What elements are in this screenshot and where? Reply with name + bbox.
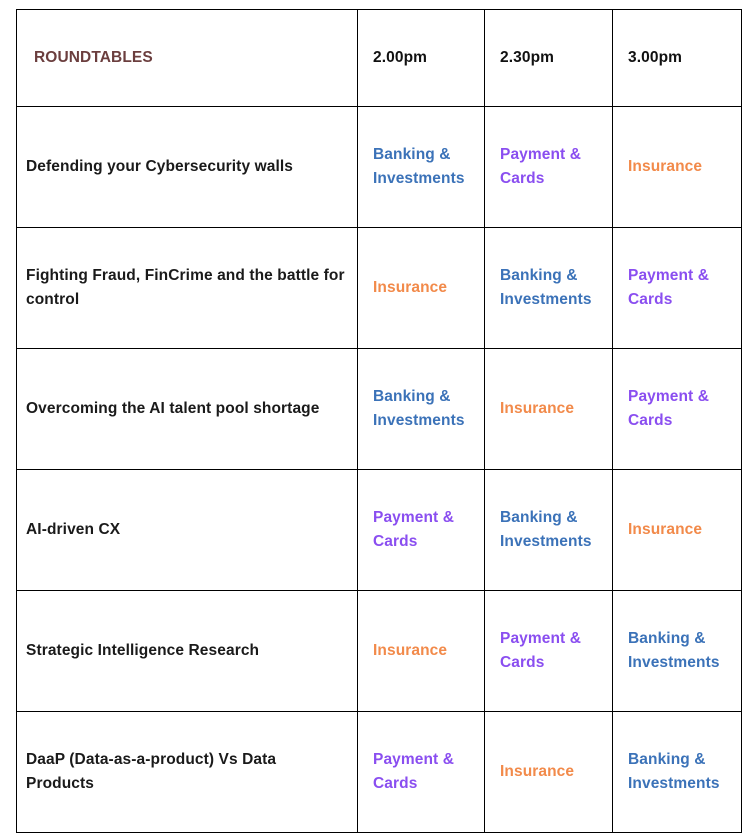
table-row (17, 591, 742, 712)
slot-cell (485, 712, 613, 833)
topic-cell: Overcoming the AI talent pool shortage (17, 349, 358, 470)
topic-cell: DaaP (Data-as-a-product) Vs Data Products (17, 712, 358, 833)
category-label: Banking & Investments (500, 267, 592, 308)
topic-cell: Strategic Intelligence Research (17, 591, 358, 712)
category-label: Banking & Investments (628, 630, 720, 671)
slot-cell (485, 228, 613, 349)
category-label: Payment & Cards (628, 267, 710, 308)
slot-cell (613, 712, 742, 833)
category-label: Payment & Cards (500, 630, 582, 671)
header-row (17, 10, 742, 107)
slot-cell (613, 228, 742, 349)
category-label: Insurance (373, 279, 448, 296)
table-row (17, 712, 742, 833)
category-label: Payment & Cards (628, 388, 710, 429)
table-row (17, 470, 742, 591)
slot-cell (358, 228, 485, 349)
category-label: Banking & Investments (373, 388, 465, 429)
category-label: Insurance (628, 521, 703, 538)
topic-cell: AI-driven CX (17, 470, 358, 591)
slot-cell (358, 591, 485, 712)
category-label: Payment & Cards (373, 509, 455, 550)
category-label: Payment & Cards (500, 146, 582, 187)
category-label: Insurance (500, 400, 575, 417)
table-title: ROUNDTABLES (17, 10, 358, 107)
table-row (17, 107, 742, 228)
topic-cell: Fighting Fraud, FinCrime and the battle for control (17, 228, 358, 349)
time-header-1: 2.00pm (358, 10, 485, 107)
slot-cell (485, 107, 613, 228)
category-label: Banking & Investments (500, 509, 592, 550)
time-header-3: 3.00pm (613, 10, 742, 107)
topic-cell: Defending your Cybersecurity walls (17, 107, 358, 228)
category-label: Banking & Investments (373, 146, 465, 187)
category-label: Payment & Cards (373, 751, 455, 792)
slot-cell (485, 470, 613, 591)
slot-cell (613, 349, 742, 470)
slot-cell (613, 107, 742, 228)
category-label: Insurance (628, 158, 703, 175)
slot-cell (358, 107, 485, 228)
slot-cell (358, 349, 485, 470)
slot-cell (485, 349, 613, 470)
table-row (17, 228, 742, 349)
slot-cell (613, 591, 742, 712)
slot-cell (613, 470, 742, 591)
category-label: Insurance (373, 642, 448, 659)
table-row (17, 349, 742, 470)
roundtables-schedule-table (16, 9, 742, 833)
slot-cell (358, 712, 485, 833)
slot-cell (358, 470, 485, 591)
category-label: Insurance (500, 763, 575, 780)
slot-cell (485, 591, 613, 712)
category-label: Banking & Investments (628, 751, 720, 792)
time-header-2: 2.30pm (485, 10, 613, 107)
